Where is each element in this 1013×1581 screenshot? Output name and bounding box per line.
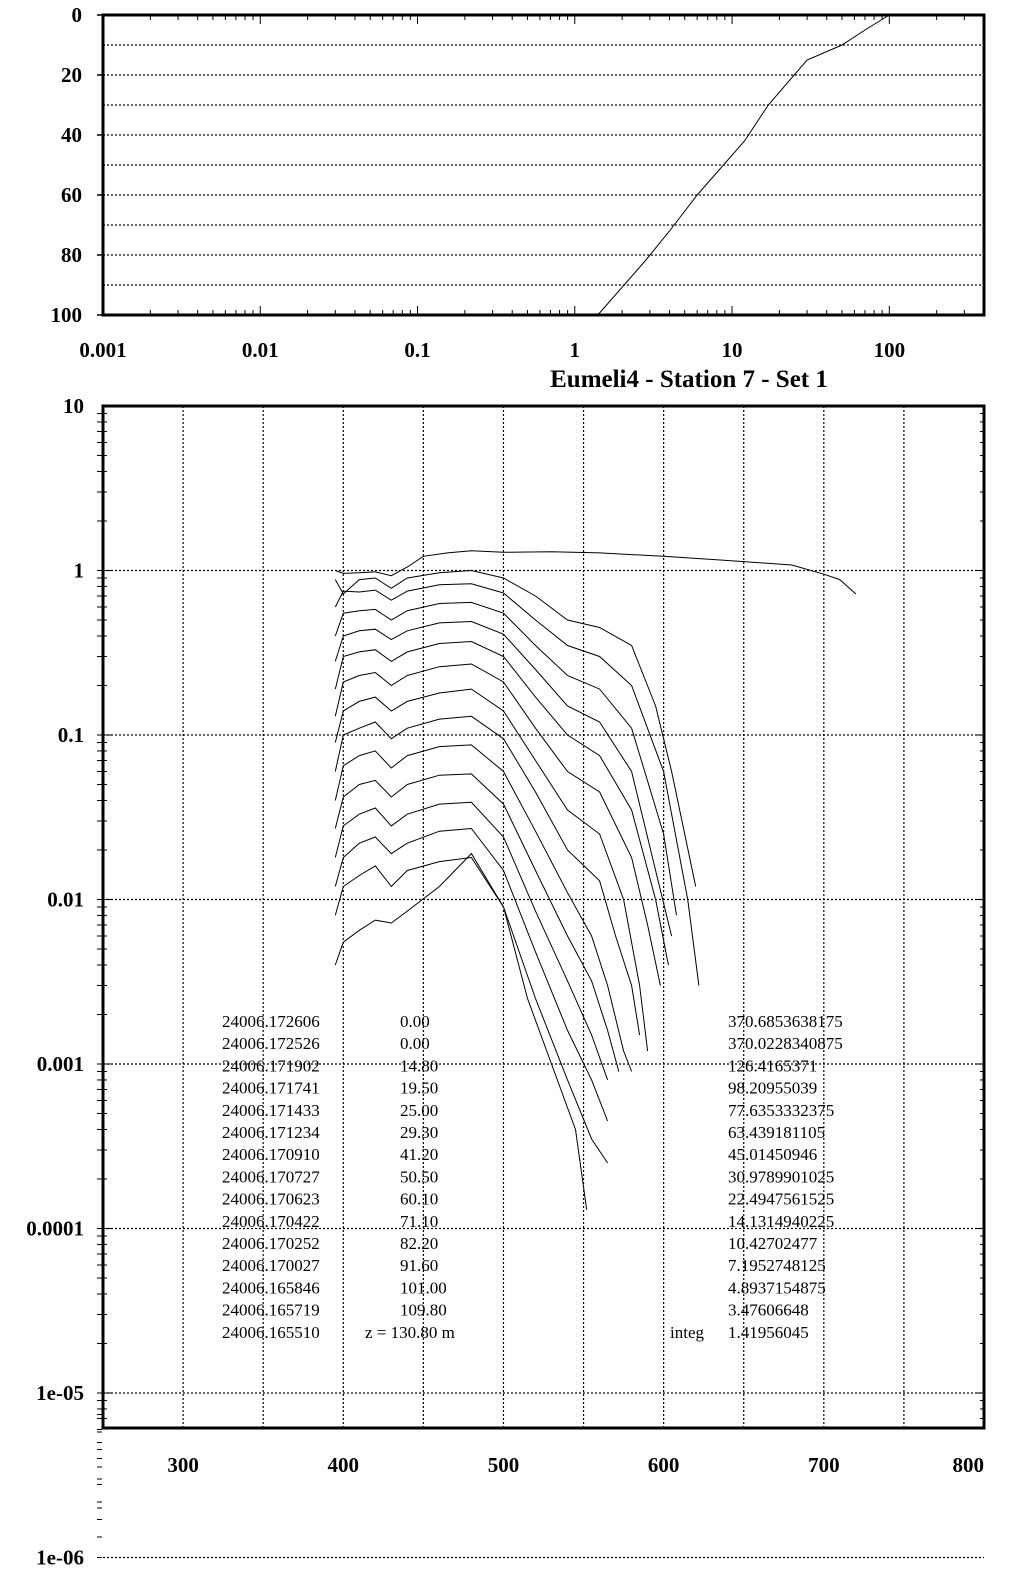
top-x-tick-label: 0.01 — [241, 338, 279, 362]
bottom-y-tick-label: 0.1 — [57, 723, 84, 747]
table-value: 98.20955039 — [728, 1078, 818, 1098]
bottom-series-line — [335, 602, 676, 915]
table-depth: 0.00 — [400, 1012, 430, 1031]
table-depth: 0.00 — [400, 1034, 430, 1054]
table-depth: 71.10 — [400, 1211, 439, 1231]
table-cast-id: 24006.170623 — [222, 1189, 320, 1209]
table-integ-value: 1.41956045 — [728, 1322, 809, 1342]
table-depth: 101.00 — [400, 1278, 447, 1298]
table-cast-id: 24006.170027 — [222, 1256, 320, 1276]
chart-title: Eumeli4 - Station 7 - Set 1 — [550, 366, 828, 393]
table-cast-id: 24006.171433 — [222, 1100, 320, 1120]
table-cast-id: 24006.170727 — [222, 1167, 320, 1187]
table-value: 22.4947561525 — [728, 1189, 835, 1209]
bottom-x-tick-label: 600 — [647, 1453, 680, 1477]
bottom-series-line — [335, 584, 699, 986]
top-x-tick-label: 1 — [569, 338, 581, 362]
top-x-tick-label: 100 — [873, 338, 906, 362]
bottom-y-tick-label: 1 — [73, 558, 84, 583]
table-value: 370.0228340875 — [728, 1034, 843, 1054]
table-depth: 19.50 — [400, 1078, 439, 1098]
table-cast-id: 24006.172526 — [222, 1034, 320, 1054]
bottom-x-tick-label: 800 — [952, 1453, 984, 1477]
depth-profile-chart — [51, 3, 985, 362]
table-depth-label: z = 130.80 m — [365, 1322, 455, 1342]
top-y-tick-labels — [51, 3, 83, 327]
bottom-ticks — [97, 414, 984, 1558]
table-cast-id: 24006.172606 — [222, 1012, 320, 1031]
table-cast-id: 24006.170252 — [222, 1234, 320, 1253]
spectra-chart — [26, 394, 984, 1570]
top-y-tick-label: 0 — [71, 3, 82, 27]
bottom-x-tick-label: 400 — [327, 1453, 360, 1477]
bottom-series-line — [335, 642, 668, 966]
table-depth: 60.10 — [400, 1189, 439, 1209]
table-depth: 91.60 — [400, 1256, 439, 1276]
table-cast-id: 24006.171902 — [222, 1056, 320, 1076]
table-value: 10.42702477 — [728, 1234, 818, 1253]
bottom-y-tick-label: 0.0001 — [26, 1216, 84, 1241]
bottom-series-line — [335, 551, 856, 594]
table-depth: 25.00 — [400, 1100, 439, 1120]
table-value: 77.6353332375 — [728, 1100, 835, 1120]
table-cast-id: 24006.171741 — [222, 1078, 320, 1098]
table-integ-label: integ — [670, 1322, 704, 1342]
table-value: 63.439181105 — [728, 1123, 826, 1142]
table-depth: 82.20 — [400, 1234, 439, 1253]
top-x-tick-label: 0.1 — [404, 338, 431, 362]
table-value: 7.1952748125 — [728, 1256, 826, 1276]
bottom-x-tick-label: 300 — [167, 1453, 199, 1477]
bottom-x-tick-label: 500 — [487, 1453, 520, 1477]
bottom-x-tick-label: 700 — [808, 1453, 840, 1477]
table-depth: 109.80 — [400, 1300, 447, 1320]
table-value: 4.8937154875 — [728, 1278, 826, 1298]
table-cast-id: 24006.165719 — [222, 1300, 320, 1320]
bottom-y-tick-label: 0.01 — [47, 887, 84, 912]
bottom-x-tick-labels — [167, 1453, 984, 1477]
table-value: 370.6853638175 — [728, 1012, 843, 1031]
bottom-series-line — [335, 571, 695, 887]
bottom-series-line — [335, 802, 607, 1080]
bottom-series-line — [335, 745, 631, 1072]
table-value: 14.1314940225 — [728, 1211, 835, 1231]
bottom-y-tick-label: 10 — [63, 394, 84, 418]
bottom-series-line — [335, 858, 607, 1164]
table-cast-id: 24006.165846 — [222, 1278, 320, 1298]
table-depth: 14.80 — [400, 1056, 439, 1076]
cast-table — [222, 1012, 843, 1342]
top-y-tick-label: 20 — [61, 63, 82, 87]
table-value: 30.9789901025 — [728, 1167, 835, 1187]
top-y-tick-label: 100 — [50, 303, 82, 327]
table-value: 3.47606648 — [728, 1300, 809, 1320]
top-grid — [103, 45, 984, 285]
table-cast-id: 24006.170422 — [222, 1211, 320, 1231]
table-depth: 29.30 — [400, 1123, 439, 1142]
top-y-tick-label: 40 — [61, 123, 82, 147]
bottom-series-line — [335, 774, 619, 1072]
table-cast-id: 24006.171234 — [222, 1123, 320, 1142]
bottom-y-tick-labels — [26, 394, 84, 1570]
table-cast-id: 24006.170910 — [222, 1145, 320, 1165]
top-x-tick-label: 10 — [721, 338, 743, 362]
bottom-grid — [103, 406, 984, 1558]
top-x-tick-labels — [79, 338, 905, 362]
top-y-tick-label: 80 — [61, 243, 82, 267]
bottom-series-line — [335, 689, 647, 1054]
bottom-y-tick-label: 1e-06 — [36, 1545, 84, 1570]
table-depth: 50.50 — [400, 1167, 439, 1187]
bottom-series-line — [335, 664, 660, 986]
table-value: 126.4165371 — [728, 1056, 818, 1076]
table-cast-id: 24006.165510 — [222, 1322, 320, 1342]
table-depth: 41.20 — [400, 1145, 439, 1165]
top-y-tick-label: 60 — [61, 183, 82, 207]
bottom-y-tick-label: 0.001 — [36, 1052, 84, 1076]
top-x-tick-label: 0.001 — [79, 338, 127, 362]
table-value: 45.01450946 — [728, 1145, 818, 1165]
bottom-y-tick-label: 1e-05 — [36, 1381, 84, 1405]
